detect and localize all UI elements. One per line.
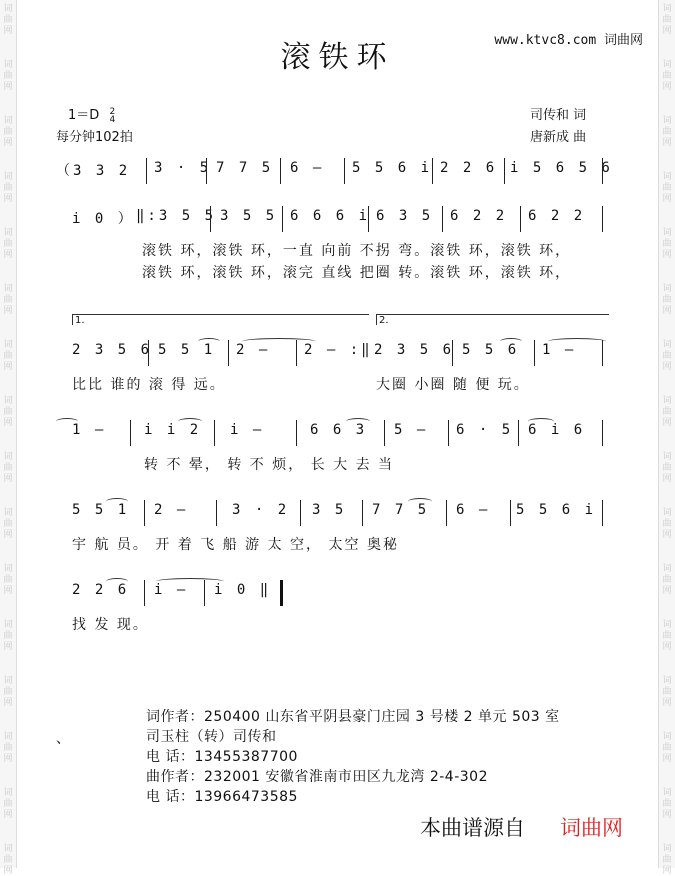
volta-2: 2.: [376, 314, 609, 325]
score-line-5: [54, 498, 614, 532]
watermark-glyph: 网: [3, 474, 13, 484]
lyric-line-4: 转 不 晕， 转 不 烦， 长 大 去 当: [144, 457, 395, 473]
measure: 6 3 5: [376, 208, 434, 224]
watermark-glyph: 网: [662, 26, 672, 36]
watermark-glyph: 词: [662, 60, 672, 70]
measure: 6 —: [456, 502, 491, 518]
watermark-glyph: 词: [3, 396, 13, 406]
measure: 6 2 2: [450, 208, 508, 224]
watermark-glyph: 词: [662, 284, 672, 294]
watermark-glyph: 网: [662, 474, 672, 484]
watermark-glyph: 词: [662, 396, 672, 406]
score-line-2: [54, 204, 614, 238]
measure: （3 3 2: [56, 163, 131, 179]
measure: 6 2 2: [528, 208, 586, 224]
watermark-glyph: 词: [3, 676, 13, 686]
watermark-glyph: 词: [3, 284, 13, 294]
lyricist-address: 词作者：250400 山东省平阴县豪门庄园 3 号楼 2 单元 503 室: [146, 709, 560, 725]
watermark-glyph: 词: [662, 116, 672, 126]
watermark-glyph: 曲: [662, 15, 672, 25]
watermark-glyph: 词: [662, 620, 672, 630]
lyric-line-2b: 滚铁 环，滚铁 环，滚完 直线 把圈 转。滚铁 环，滚铁 环，: [142, 265, 572, 281]
measure: i 0 ‖: [214, 582, 272, 598]
watermark-glyph: 网: [3, 306, 13, 316]
watermark-glyph: 网: [662, 754, 672, 764]
watermark-glyph: 网: [3, 530, 13, 540]
watermark-glyph: 网: [3, 586, 13, 596]
measure: i 0 ）: [72, 211, 135, 227]
watermark-glyph: 词: [3, 732, 13, 742]
score-line-3: [54, 338, 614, 372]
measure: i —: [230, 422, 265, 438]
watermark-glyph: 词: [3, 452, 13, 462]
watermark-glyph: 网: [662, 642, 672, 652]
measure: 2 2 6: [440, 160, 498, 176]
watermark-glyph: 网: [3, 138, 13, 148]
watermark-glyph: 词: [3, 844, 13, 854]
watermark-glyph: 曲: [662, 631, 672, 641]
watermark-glyph: 词: [662, 844, 672, 854]
watermark-glyph: 曲: [3, 351, 13, 361]
watermark-glyph: 词: [3, 228, 13, 238]
watermark-glyph: 曲: [3, 71, 13, 81]
watermark-glyph: 网: [3, 82, 13, 92]
watermark-glyph: 曲: [662, 687, 672, 697]
measure: 7 7 5: [216, 160, 274, 176]
watermark-glyph: 曲: [3, 575, 13, 585]
watermark-glyph: 曲: [662, 407, 672, 417]
measure: 7 7 5: [372, 502, 430, 518]
watermark-glyph: 网: [3, 810, 13, 820]
lyric-line-5: 宇 航 员。 开 着 飞 船 游 太 空， 太空 奥秘: [72, 537, 399, 553]
measure: 2 3 5 6: [374, 342, 455, 358]
measure: i i 2: [144, 422, 202, 438]
watermark-glyph: 曲: [3, 183, 13, 193]
watermark-glyph: 网: [662, 194, 672, 204]
watermark-glyph: 曲: [3, 631, 13, 641]
watermark-glyph: 曲: [662, 575, 672, 585]
measure: 5 —: [394, 422, 429, 438]
watermark-glyph: 网: [662, 698, 672, 708]
watermark-glyph: 网: [3, 642, 13, 652]
watermark-glyph: 曲: [3, 127, 13, 137]
lyric-line-3a: 比比 谁的 滚 得 远。: [72, 377, 226, 393]
watermark-glyph: 词: [3, 172, 13, 182]
watermark-glyph: 网: [662, 306, 672, 316]
watermark-glyph: 词: [3, 508, 13, 518]
watermark-glyph: 曲: [3, 15, 13, 25]
watermark-glyph: 网: [662, 138, 672, 148]
lyricist-phone: 电 话：13455387700: [146, 749, 298, 765]
watermark-glyph: 词: [662, 340, 672, 350]
watermark-glyph: 曲: [662, 295, 672, 305]
watermark-glyph: 曲: [662, 127, 672, 137]
lyric-line-6: 找 发 现。: [72, 617, 149, 633]
watermark-glyph: 曲: [3, 463, 13, 473]
watermark-glyph: 网: [3, 250, 13, 260]
stray-mark: 、: [56, 731, 70, 747]
watermark-glyph: 网: [662, 250, 672, 260]
watermark-glyph: 曲: [662, 351, 672, 361]
watermark-glyph: 词: [3, 340, 13, 350]
watermark-glyph: 曲: [662, 519, 672, 529]
measure: 3 5 5: [220, 208, 278, 224]
watermark-glyph: 曲: [662, 463, 672, 473]
measure: 5 5 6 i: [352, 160, 433, 176]
lyricist-via: 司玉柱（转）司传和: [146, 729, 277, 745]
measure: 6 6 3: [310, 422, 368, 438]
measure: i —: [154, 582, 189, 598]
watermark-glyph: 曲: [662, 183, 672, 193]
lyricist: 司传和 词: [530, 108, 587, 123]
watermark-glyph: 词: [3, 4, 13, 14]
site-url[interactable]: www.ktvc8.com 词曲网: [494, 33, 643, 48]
watermark-glyph: 曲: [3, 799, 13, 809]
tempo: 每分钟102拍: [56, 130, 133, 145]
composer: 唐新成 曲: [530, 130, 587, 145]
watermark-glyph: 网: [662, 866, 672, 876]
measure: 6 6 6 i: [290, 208, 371, 224]
measure: 6 —: [290, 160, 325, 176]
watermark-glyph: 曲: [3, 743, 13, 753]
watermark-glyph: 词: [662, 4, 672, 14]
watermark-glyph: 曲: [662, 855, 672, 865]
watermark-glyph: 词: [662, 676, 672, 686]
measure: 1 —: [542, 342, 577, 358]
key-signature: 1＝D 2 4: [68, 106, 116, 125]
watermark-glyph: 网: [3, 418, 13, 428]
watermark-glyph: 曲: [662, 71, 672, 81]
watermark-glyph: 词: [662, 172, 672, 182]
song-title: 滚铁环: [280, 40, 395, 75]
watermark-glyph: 词: [662, 564, 672, 574]
watermark-glyph: 网: [3, 698, 13, 708]
watermark-glyph: 曲: [662, 743, 672, 753]
time-denominator: 4: [109, 114, 116, 125]
watermark-glyph: 词: [662, 508, 672, 518]
measure: 2 3 5 6: [72, 342, 153, 358]
watermark-glyph: 网: [3, 866, 13, 876]
measure: 5 5 6: [462, 342, 520, 358]
watermark-glyph: 词: [662, 452, 672, 462]
measure: 2 2 6: [72, 582, 130, 598]
watermark-glyph: 曲: [3, 239, 13, 249]
watermark-glyph: 词: [662, 228, 672, 238]
time-numerator: 2: [109, 106, 116, 117]
measure: ‖:3 5 5: [136, 208, 217, 224]
measure: 1 —: [72, 422, 107, 438]
watermark-glyph: 词: [3, 788, 13, 798]
watermark-glyph: 曲: [3, 407, 13, 417]
score-line-1: [54, 156, 614, 190]
watermark-glyph: 曲: [662, 239, 672, 249]
watermark-glyph: 网: [662, 530, 672, 540]
footer-site-link[interactable]: 词曲网: [560, 816, 623, 840]
lyric-line-2a: 滚铁 环，滚铁 环，一直 向前 不拐 弯。滚铁 环，滚铁 环，: [142, 243, 572, 259]
watermark-glyph: 网: [662, 82, 672, 92]
measure: 6 i 6: [528, 422, 586, 438]
watermark-glyph: 词: [662, 732, 672, 742]
measure: 2 — :‖: [304, 342, 373, 358]
measure: 5 5 1: [72, 502, 130, 518]
measure: 3 5: [312, 502, 347, 518]
score-line-6: [54, 578, 614, 612]
watermark-glyph: 曲: [3, 855, 13, 865]
watermark-glyph: 曲: [662, 799, 672, 809]
watermark-glyph: 词: [3, 116, 13, 126]
measure: 2 —: [154, 502, 189, 518]
measure: 5 5 1: [158, 342, 216, 358]
watermark-glyph: 网: [662, 810, 672, 820]
measure: 5 5 6 i: [516, 502, 597, 518]
watermark-glyph: 曲: [3, 295, 13, 305]
measure: 2 —: [236, 342, 271, 358]
watermark-glyph: 网: [662, 586, 672, 596]
watermark-glyph: 词: [3, 564, 13, 574]
watermark-glyph: 词: [3, 60, 13, 70]
watermark-glyph: 曲: [3, 687, 13, 697]
watermark-glyph: 网: [662, 418, 672, 428]
watermark-glyph: 词: [3, 620, 13, 630]
lyric-line-3b: 大圈 小圈 随 便 玩。: [376, 377, 530, 393]
watermark-glyph: 网: [3, 754, 13, 764]
composer-address: 曲作者：232001 安徽省淮南市田区九龙湾 2-4-302: [146, 769, 488, 785]
measure: 6 · 5: [456, 422, 514, 438]
footer-source: 本曲谱源自: [420, 816, 525, 840]
watermark-glyph: 曲: [3, 519, 13, 529]
score-line-4: [54, 418, 614, 452]
watermark-glyph: 词: [662, 788, 672, 798]
composer-phone: 电 话：13966473585: [146, 789, 298, 805]
measure: 3 · 5: [154, 160, 212, 176]
volta-1: 1.: [72, 314, 369, 325]
measure: i 5 6 5 6: [510, 160, 613, 176]
watermark-glyph: 网: [3, 362, 13, 372]
watermark-glyph: 网: [3, 194, 13, 204]
watermark-glyph: 网: [3, 26, 13, 36]
watermark-glyph: 网: [662, 362, 672, 372]
measure: 3 · 2: [232, 502, 290, 518]
